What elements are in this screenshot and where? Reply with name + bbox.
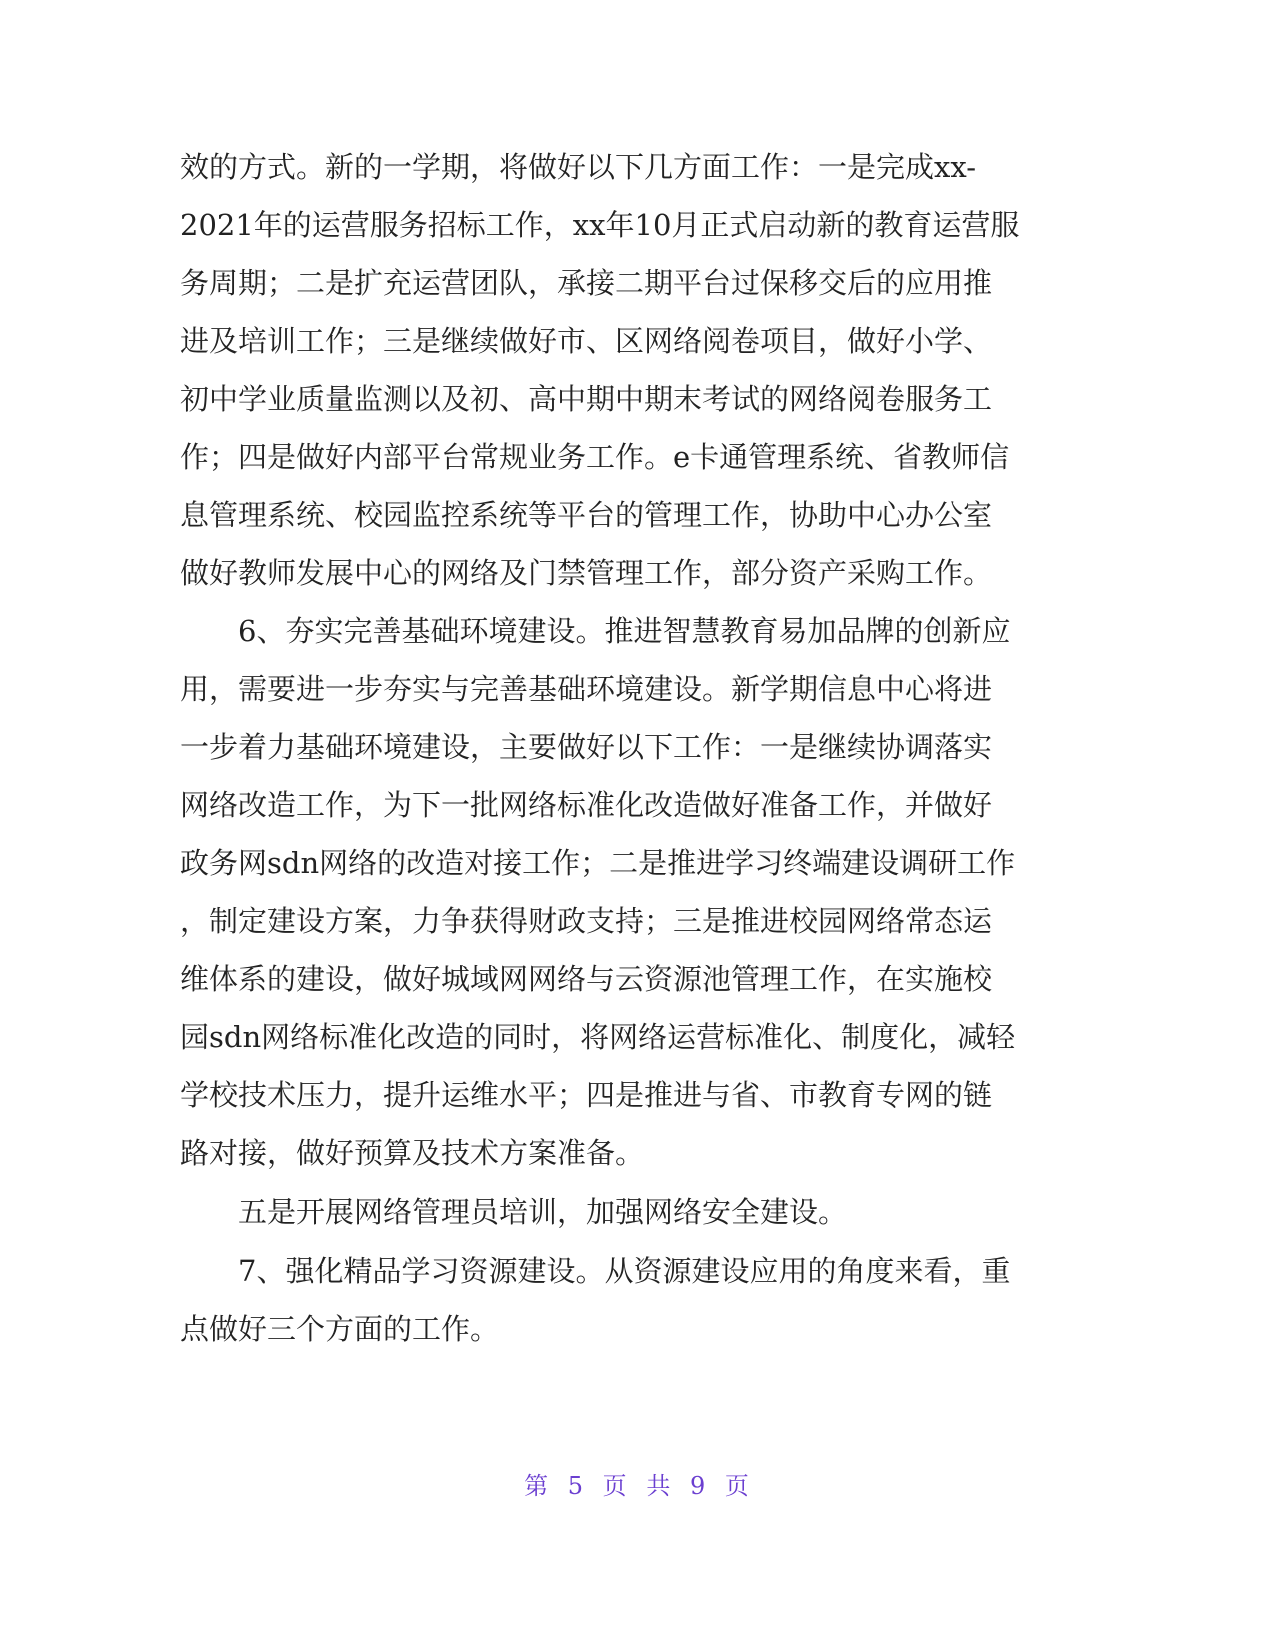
text-line: 7、强化精品学习资源建设。从资源建设应用的角度来看，重 <box>180 1254 1011 1288</box>
text-line: ，制定建设方案，力争获得财政支持；三是推进校园网络常态运 <box>180 904 993 938</box>
text-line: 五是开展网络管理员培训，加强网络安全建设。 <box>180 1195 848 1229</box>
text-line: 维体系的建设，做好城域网网络与云资源池管理工作，在实施校 <box>180 962 993 996</box>
total-page-number: 9 <box>689 1472 708 1500</box>
current-page-number: 5 <box>567 1472 586 1500</box>
text-line: 做好教师发展中心的网络及门禁管理工作，部分资产采购工作。 <box>180 556 993 590</box>
text-line: 6、夯实完善基础环境建设。推进智慧教育易加品牌的创新应 <box>180 614 1011 648</box>
text-line: 政务网sdn网络的改造对接工作；二是推进学习终端建设调研工作 <box>180 846 1016 880</box>
text-line: 务周期；二是扩充运营团队，承接二期平台过保移交后的应用推 <box>180 266 993 300</box>
text-line: 用，需要进一步夯实与完善基础环境建设。新学期信息中心将进 <box>180 672 993 706</box>
page-footer <box>0 1466 1275 1501</box>
text-line: 一步着力基础环境建设，主要做好以下工作：一是继续协调落实 <box>180 730 993 764</box>
text-line: 进及培训工作；三是继续做好市、区网络阅卷项目，做好小学、 <box>180 324 993 358</box>
text-line: 初中学业质量监测以及初、高中期中期末考试的网络阅卷服务工 <box>180 382 993 416</box>
text-line: 2021年的运营服务招标工作，xx年10月正式启动新的教育运营服 <box>180 208 1020 242</box>
text-line: 效的方式。新的一学期，将做好以下几方面工作：一是完成xx- <box>180 150 977 184</box>
document-body <box>180 138 1030 1358</box>
text-line: 点做好三个方面的工作。 <box>180 1312 500 1346</box>
text-line: 园sdn网络标准化改造的同时，将网络运营标准化、制度化，减轻 <box>180 1020 1016 1054</box>
text-line: 路对接，做好预算及技术方案准备。 <box>180 1136 645 1170</box>
text-line: 息管理系统、校园监控系统等平台的管理工作，协助中心办公室 <box>180 498 993 532</box>
footer-page-word: 页 <box>602 1472 629 1500</box>
text-line: 网络改造工作，为下一批网络标准化改造做好准备工作，并做好 <box>180 788 993 822</box>
text-line: 作；四是做好内部平台常规业务工作。e卡通管理系统、省教师信 <box>180 440 1010 474</box>
footer-total-suffix: 页 <box>724 1472 751 1500</box>
footer-total-prefix: 共 <box>646 1472 673 1500</box>
text-line: 学校技术压力，提升运维水平；四是推进与省、市教育专网的链 <box>180 1078 993 1112</box>
footer-prefix: 第 <box>524 1472 551 1500</box>
